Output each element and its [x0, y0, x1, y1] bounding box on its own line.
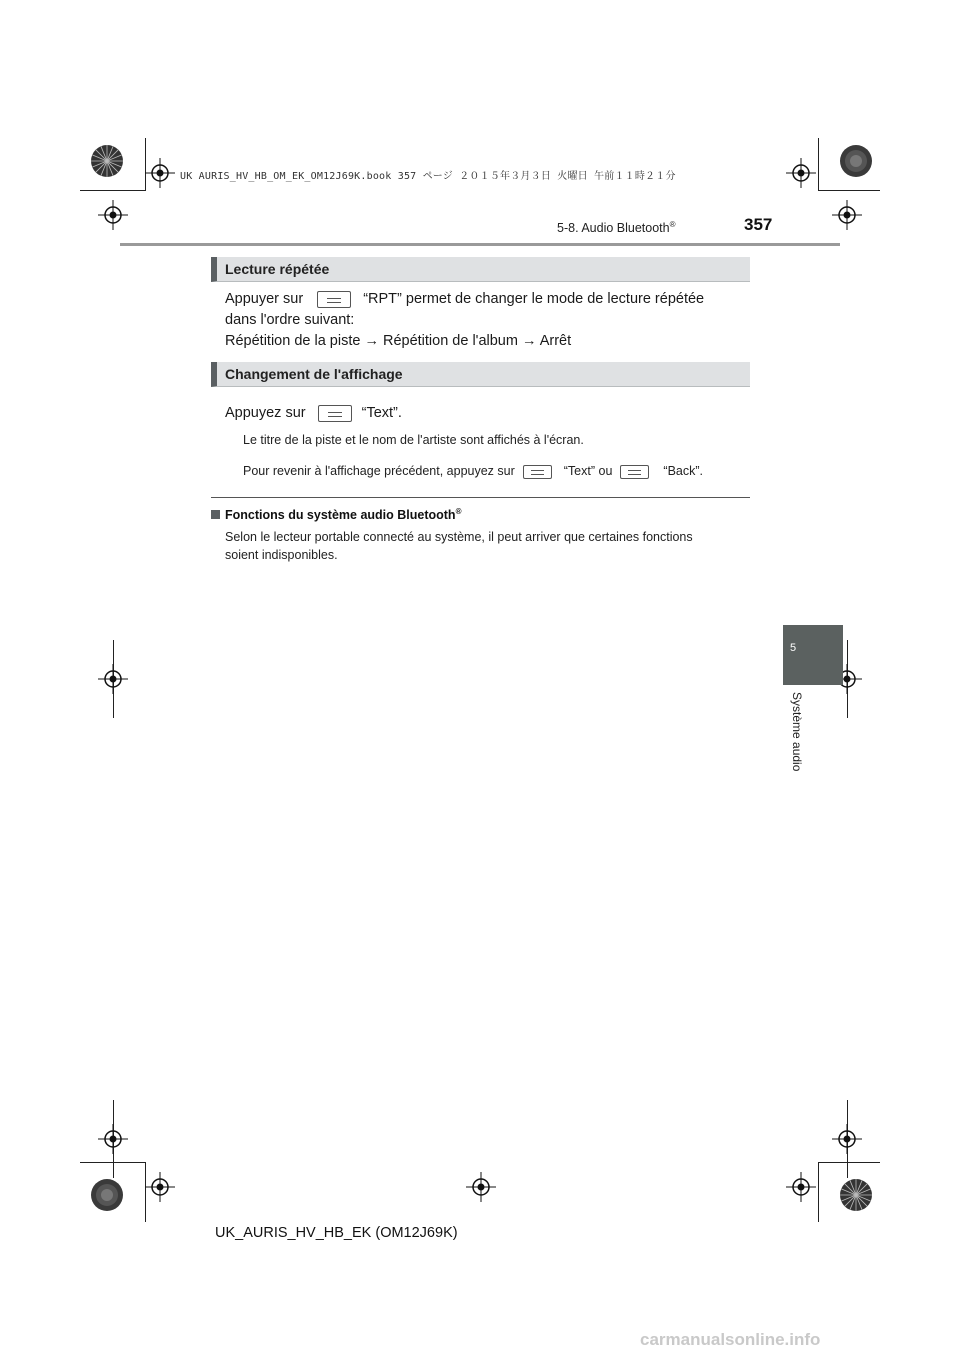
- sequence-step: Arrêt: [539, 333, 572, 349]
- color-rosette-icon: [90, 1178, 124, 1212]
- note-heading: [211, 507, 461, 522]
- registered-mark: ®: [455, 507, 462, 516]
- repeat-instruction-line2: dans l'ordre suivant:: [225, 312, 355, 328]
- color-rosette-icon: [90, 144, 124, 178]
- sequence-step: Répétition de l'album: [382, 333, 518, 349]
- text-button-icon: [523, 465, 552, 479]
- display-note-2: [243, 462, 703, 480]
- note-text: “Back”.: [663, 464, 703, 478]
- document-code: UK_AURIS_HV_HB_EK (OM12J69K): [215, 1225, 458, 1241]
- section-title: 5-8. Audio Bluetooth: [557, 221, 670, 236]
- rpt-button-icon: [317, 291, 351, 308]
- repeat-sequence: [225, 331, 571, 351]
- header-rule: [120, 243, 840, 246]
- registration-target-icon: [98, 200, 128, 230]
- section-separator: [211, 497, 750, 498]
- print-info-line: UK AURIS_HV_HB_OM_EK_OM12J69K.book 357 ページ ２０１５年３月３日 火曜日 午前１１時２１分: [180, 171, 676, 182]
- note-text: “Text” ou: [563, 464, 613, 478]
- page-number: 357: [744, 215, 773, 234]
- chapter-tab: [783, 625, 843, 685]
- registration-target-icon: [145, 158, 175, 188]
- registration-target-icon: [786, 1172, 816, 1202]
- arrow-right-icon: →: [521, 333, 537, 349]
- sequence-step: Répétition de la piste: [225, 333, 361, 349]
- chapter-tab-label: Système audio: [790, 692, 804, 772]
- section-path: [557, 220, 676, 235]
- section-heading: Changement de l'affichage: [225, 366, 403, 382]
- note-body-line2: soient indisponibles.: [225, 548, 338, 562]
- registration-target-icon: [98, 1124, 128, 1154]
- section-heading: Lecture répétée: [225, 261, 330, 277]
- display-instruction: [225, 403, 402, 423]
- section-banner-display: [211, 362, 750, 387]
- registration-target-icon: [786, 158, 816, 188]
- square-bullet-icon: [211, 510, 220, 519]
- chapter-tab-number: 5: [789, 642, 797, 654]
- registration-target-icon: [466, 1172, 496, 1202]
- back-button-icon: [620, 465, 649, 479]
- section-banner-repeat: [211, 257, 750, 282]
- note-body-line1: Selon le lecteur portable connecté au système, il peut arriver que certaines fonctions: [225, 530, 693, 544]
- display-note-1: Le titre de la piste et le nom de l'artiste sont affichés à l'écran.: [243, 433, 584, 447]
- note-heading-text: Fonctions du système audio Bluetooth: [225, 508, 456, 523]
- registration-target-icon: [145, 1172, 175, 1202]
- arrow-right-icon: →: [364, 333, 379, 349]
- color-rosette-icon: [839, 144, 873, 178]
- text-button-icon: [318, 405, 352, 422]
- registration-target-icon: [832, 1124, 862, 1154]
- repeat-instruction-line1: [225, 289, 704, 309]
- instruction-text: “RPT” permet de changer le mode de lecture répétée: [363, 291, 705, 307]
- instruction-text: Appuyer sur: [225, 291, 304, 307]
- registered-mark: ®: [669, 220, 676, 229]
- color-rosette-icon: [839, 1178, 873, 1212]
- note-text: Pour revenir à l'affichage précédent, appuyez sur: [243, 464, 515, 478]
- instruction-text: Appuyez sur: [225, 405, 306, 421]
- instruction-text: “Text”.: [361, 405, 402, 421]
- registration-target-icon: [98, 664, 128, 694]
- registration-target-icon: [832, 200, 862, 230]
- site-watermark: carmanualsonline.info: [640, 1330, 821, 1349]
